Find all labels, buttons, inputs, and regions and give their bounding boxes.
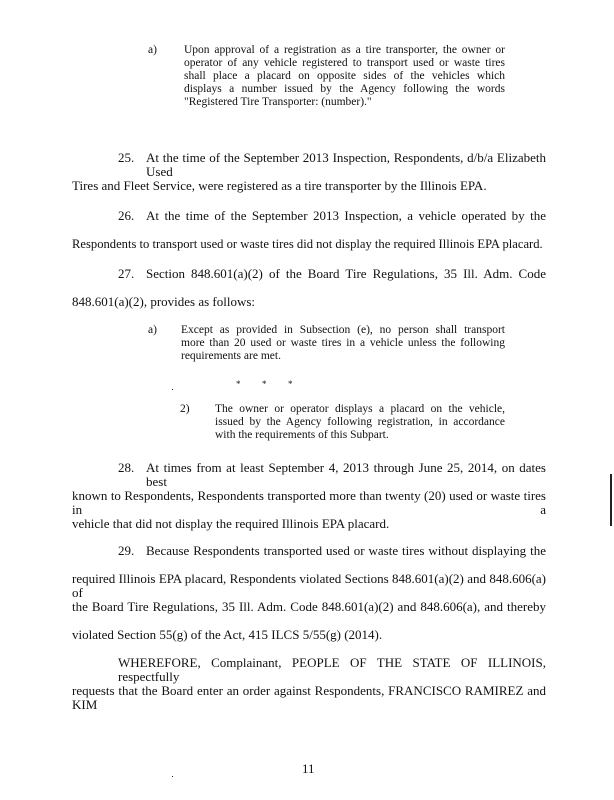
paragraph-number: 25. bbox=[118, 150, 135, 165]
paragraph-line: the Board Tire Regulations, 35 Ill. Adm. Code 848.601(a)(2) and 848.606(a), and thereby bbox=[72, 599, 546, 614]
wherefore-line: requests that the Board enter an order against Respondents, FRANCISCO RAMIREZ and KIM bbox=[72, 683, 546, 712]
quote-line: more than 20 used or waste tires in a vehicle unless the following bbox=[181, 337, 505, 349]
paragraph-line: At the time of the September 2013 Inspection, Respondents, d/b/a Elizabeth Used bbox=[146, 150, 546, 179]
quote-label: a) bbox=[148, 44, 157, 56]
paragraph-line: violated Section 55(g) of the Act, 415 ILCS 5/55(g) (2014). bbox=[72, 627, 383, 642]
paragraph-line: 848.601(a)(2), provides as follows: bbox=[72, 294, 256, 309]
paragraph-line: Respondents to transport used or waste tires did not display the required Illinois EPA placard. bbox=[72, 237, 543, 251]
scan-speck bbox=[172, 389, 173, 390]
quote-line: shall place a placard on opposite sides of the vehicles which bbox=[184, 70, 505, 82]
quote-label: a) bbox=[148, 324, 157, 336]
ellipsis-star: * bbox=[262, 379, 267, 389]
quote-line: with the requirements of this Subpart. bbox=[215, 429, 389, 441]
quote-line: "Registered Tire Transporter: (number)." bbox=[184, 96, 372, 108]
paragraph-line: At times from at least September 4, 2013 through June 25, 2014, on dates best bbox=[146, 460, 546, 489]
quote-line: The owner or operator displays a placard on the vehicle, bbox=[215, 403, 505, 415]
quote-line: issued by the Agency following registration, in accordance bbox=[215, 416, 505, 428]
wherefore-line: WHEREFORE, Complainant, PEOPLE OF THE STATE OF ILLINOIS, respectfully bbox=[118, 655, 546, 684]
ellipsis-star: * bbox=[236, 379, 241, 389]
quote-line: displays a number issued by the Agency following the words bbox=[184, 83, 505, 95]
paragraph-line: known to Respondents, Respondents transported more than twenty (20) used or waste tires in a bbox=[72, 488, 546, 517]
quote-line: operator of any vehicle registered to transport used or waste tires bbox=[184, 57, 505, 69]
paragraph-line: vehicle that did not display the required Illinois EPA placard. bbox=[72, 516, 390, 531]
paragraph-line: Tires and Fleet Service, were registered as a tire transporter by the Illinois EPA. bbox=[72, 178, 487, 193]
paragraph-line: Because Respondents transported used or waste tires without displaying the bbox=[146, 543, 546, 558]
paragraph-number: 27. bbox=[118, 266, 135, 281]
paragraph-number: 28. bbox=[118, 460, 135, 475]
quote-sub-label: 2) bbox=[180, 403, 190, 415]
ellipsis-star: * bbox=[288, 379, 293, 389]
paragraph-line: Section 848.601(a)(2) of the Board Tire Regulations, 35 Ill. Adm. Code bbox=[146, 266, 546, 281]
paragraph-line: At the time of the September 2013 Inspection, a vehicle operated by the bbox=[146, 208, 546, 223]
paragraph-number: 26. bbox=[118, 208, 135, 223]
scan-speck bbox=[172, 776, 173, 777]
page-number: 11 bbox=[302, 761, 315, 776]
quote-line: requirements are met. bbox=[181, 350, 281, 362]
quote-line: Upon approval of a registration as a tire transporter, the owner or bbox=[184, 44, 505, 56]
scan-edge-mark bbox=[610, 474, 612, 526]
paragraph-line: required Illinois EPA placard, Respondents violated Sections 848.601(a)(2) and 848.606(a) of bbox=[72, 571, 546, 600]
quote-line: Except as provided in Subsection (e), no person shall transport bbox=[181, 324, 505, 336]
paragraph-number: 29. bbox=[118, 543, 135, 558]
